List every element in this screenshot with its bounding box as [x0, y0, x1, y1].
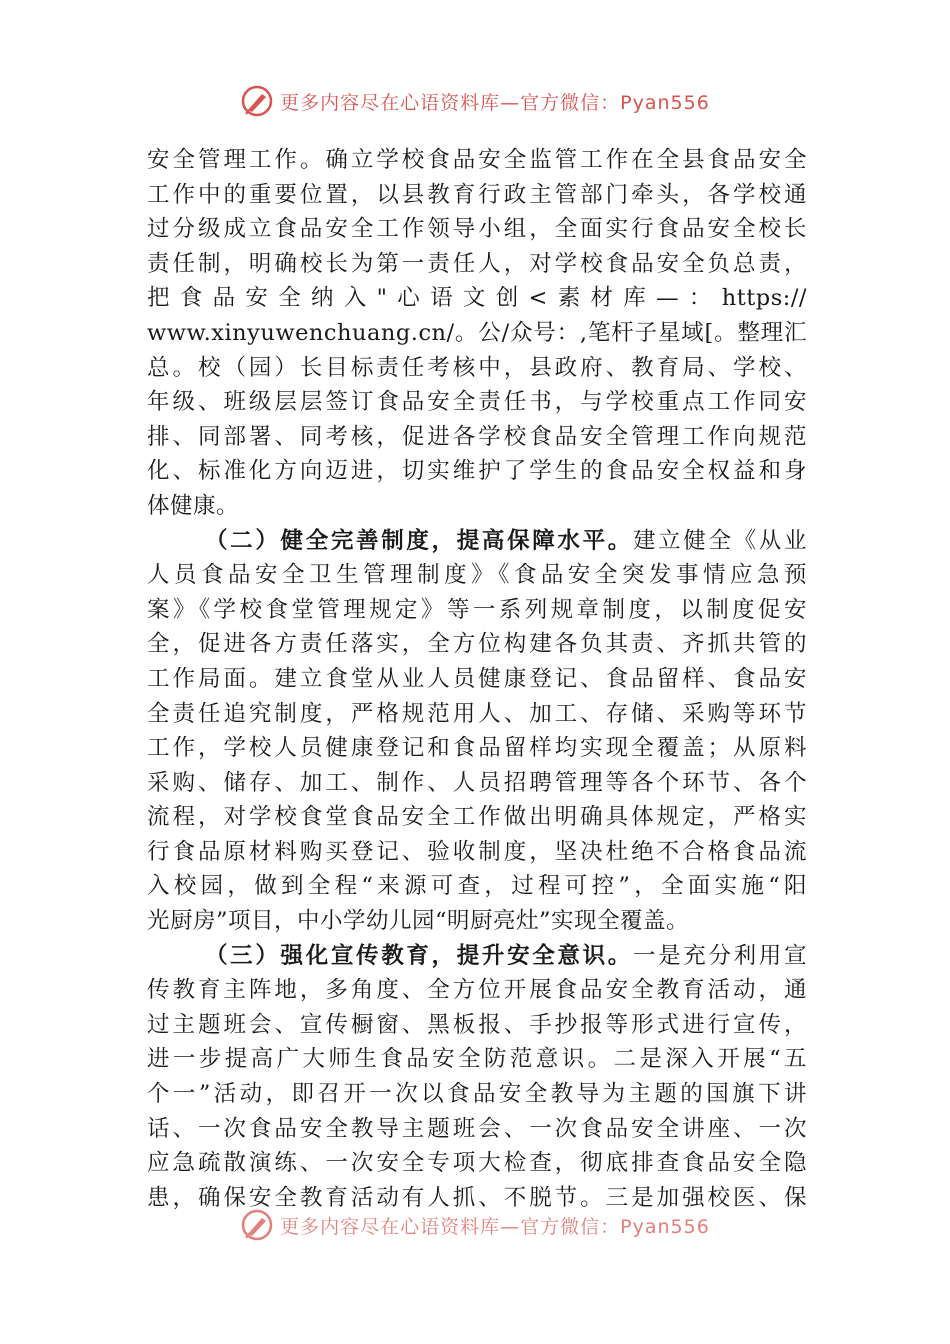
text-line: 过主题班会、宣传橱窗、黑板报、手抄报等形式进行宣传，: [147, 1011, 807, 1038]
text-line: 个一”活动，即召开一次以食品安全教导为主题的国旗下讲: [147, 1081, 807, 1108]
text-line: 把食品安全纳入"心语文创<素材库—：https://: [147, 285, 807, 312]
pen-logo-icon: [240, 1208, 274, 1242]
text-line: 工作中的重要位置，以县教育行政主管部门牵头，各学校通: [147, 181, 807, 208]
paragraph-2: [147, 524, 807, 939]
paragraph-first-line: [147, 939, 807, 974]
text-line: 体健康。: [147, 492, 240, 519]
header-watermark: [0, 84, 950, 118]
text-line: 全责任追究制度，严格规范用人、加工、存储、采购等环节: [147, 700, 807, 727]
text-span: 建立健全《从业: [632, 527, 807, 554]
text-line: 应急疏散演练、一次安全专项大检查，彻底排查食品安全隐: [147, 1150, 807, 1177]
footer-watermark: [0, 1208, 950, 1242]
text-line: 年级、班级层层签订食品安全责任书，与学校重点工作同安: [147, 389, 807, 416]
text-line: 过分级成立食品安全工作领导小组，全面实行食品安全校长: [147, 216, 807, 243]
pen-logo-icon: [240, 84, 274, 118]
text-line: 全，促进各方责任落实，全方位构建各负其责、齐抓共管的: [147, 631, 807, 658]
text-line: 工作，学校人员健康登记和食品留样均实现全覆盖；从原料: [147, 735, 807, 762]
text-line: 采购、储存、加工、制作、人员招聘管理等各个环节、各个: [147, 769, 807, 796]
watermark-text: 更多内容尽在心语资料库—官方微信：Pyan556: [280, 1215, 710, 1238]
text-line: 入校园，做到全程“来源可查，过程可控”，全面实施“阳: [147, 873, 807, 900]
text-span: 一是充分利用宣: [632, 942, 807, 969]
text-line: 案》《学校食堂管理规定》等一系列规章制度，以制度促安: [147, 596, 807, 623]
text-line: 进一步提高广大师生食品安全防范意识。二是深入开展“五: [147, 1046, 807, 1073]
text-line: 总。校（园）长目标责任考核中，县政府、教育局、学校、: [147, 354, 807, 381]
text-line: 光厨房”项目，中小学幼儿园“明厨亮灶”实现全覆盖。: [147, 908, 690, 935]
text-line: 患，确保安全教育活动有人抓、不脱节。三是加强校医、保: [147, 1184, 807, 1211]
text-line: 人员食品安全卫生管理制度》《食品安全突发事情应急预: [147, 562, 807, 589]
section-heading: （二）健全完善制度，提高保障水平。: [205, 527, 633, 554]
text-line: 工作局面。建立食堂从业人员健康登记、食品留样、食品安: [147, 665, 807, 692]
document-body: [147, 143, 807, 1215]
paragraph-3: [147, 939, 807, 1216]
paragraph-1: [147, 143, 807, 524]
text-line: 化、标准化方向迈进，切实维护了学生的食品安全权益和身: [147, 458, 807, 485]
section-heading: （三）强化宣传教育，提升安全意识。: [205, 942, 633, 969]
text-line: 排、同部署、同考核，促进各学校食品安全管理工作向规范: [147, 423, 807, 450]
paragraph-first-line: [147, 524, 807, 559]
text-line: 传教育主阵地，多角度、全方位开展食品安全教育活动，通: [147, 977, 807, 1004]
text-line: 安全管理工作。确立学校食品安全监管工作在全县食品安全: [147, 147, 807, 173]
text-line: 行食品原材料购买登记、验收制度，坚决杜绝不合格食品流: [147, 838, 807, 865]
text-line: www.xinyuwenchuang.cn/。公/众号：,笔杆子星域[。整理汇: [147, 319, 807, 346]
watermark-text: 更多内容尽在心语资料库—官方微信：Pyan556: [280, 91, 710, 114]
text-line: 责任制，明确校长为第一责任人，对学校食品安全负总责，: [147, 250, 807, 277]
text-line: 流程，对学校食堂食品安全工作做出明确具体规定，严格实: [147, 804, 807, 831]
text-line: 话、一次食品安全教导主题班会、一次食品安全讲座、一次: [147, 1115, 807, 1142]
